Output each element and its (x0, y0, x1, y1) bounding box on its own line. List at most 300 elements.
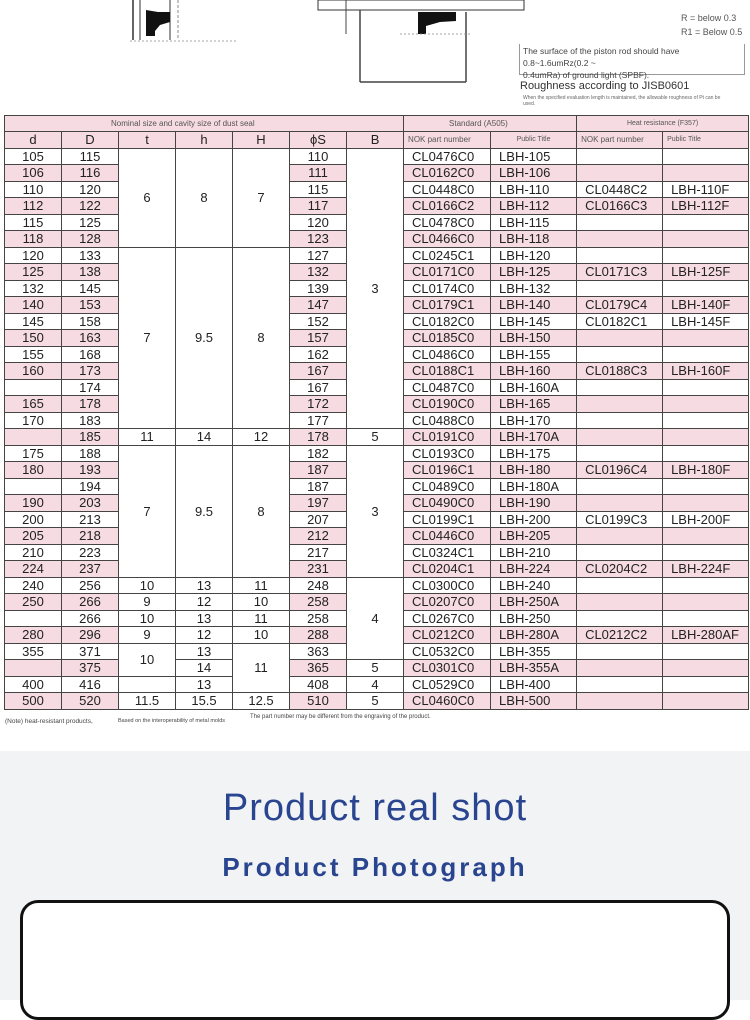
table-row (5, 693, 749, 710)
cell-std-title: LBH-105 (491, 148, 577, 165)
cell-D: 125 (62, 214, 119, 231)
cell-D: 128 (62, 231, 119, 248)
col-std-title: Public Title (491, 132, 577, 149)
cell-heat-title: LBH-224F (663, 561, 749, 578)
cell-heat-title (663, 610, 749, 627)
header-band-row (5, 116, 749, 132)
cell-std-nok: CL0196C1 (404, 462, 491, 479)
cell-heat-nok (577, 379, 663, 396)
cell-d: 205 (5, 528, 62, 545)
cell-S: 212 (290, 528, 347, 545)
cell-H: 7 (233, 148, 290, 247)
cell-std-nok: CL0448C0 (404, 181, 491, 198)
cell-heat-title: LBH-112F (663, 198, 749, 215)
cell-heat-nok (577, 214, 663, 231)
cell-D: 194 (62, 478, 119, 495)
cell-B: 5 (347, 693, 404, 710)
cell-heat-nok: CL0171C3 (577, 264, 663, 281)
cell-d: 112 (5, 198, 62, 215)
cell-D: 193 (62, 462, 119, 479)
cell-heat-nok (577, 412, 663, 429)
cell-t: 9 (119, 627, 176, 644)
cell-heat-nok (577, 280, 663, 297)
cell-heat-title (663, 330, 749, 347)
cell-S: 217 (290, 544, 347, 561)
cell-heat-nok: CL0448C2 (577, 181, 663, 198)
cell-heat-title: LBH-160F (663, 363, 749, 380)
cell-heat-nok: CL0166C3 (577, 198, 663, 215)
cell-std-nok: CL0486C0 (404, 346, 491, 363)
cell-heat-nok (577, 346, 663, 363)
cell-S: 408 (290, 676, 347, 693)
cell-d: 240 (5, 577, 62, 594)
cell-d: 118 (5, 231, 62, 248)
cell-std-title: LBH-280A (491, 627, 577, 644)
cell-heat-title (663, 693, 749, 710)
cell-heat-nok (577, 693, 663, 710)
cell-D: 173 (62, 363, 119, 380)
cell-D: 266 (62, 594, 119, 611)
cell-D: 185 (62, 429, 119, 446)
cell-heat-nok (577, 165, 663, 182)
cell-std-title: LBH-120 (491, 247, 577, 264)
cell-t: 10 (119, 610, 176, 627)
cell-std-title: LBH-224 (491, 561, 577, 578)
cell-D: 520 (62, 693, 119, 710)
dimension-table (4, 115, 749, 710)
cell-S: 178 (290, 429, 347, 446)
cell-heat-nok: CL0188C3 (577, 363, 663, 380)
cell-h: 12 (176, 594, 233, 611)
table-row (5, 577, 749, 594)
cell-d: 115 (5, 214, 62, 231)
cell-h: 13 (176, 676, 233, 693)
col-H: H (233, 132, 290, 149)
standard-header: Standard (A505) (404, 116, 577, 132)
cell-std-nok: CL0324C1 (404, 544, 491, 561)
cell-heat-title: LBH-280AF (663, 627, 749, 644)
cell-std-nok: CL0446C0 (404, 528, 491, 545)
footnote-part-number: The part number may be different from the engraving of the product. (250, 714, 431, 720)
cell-heat-title (663, 148, 749, 165)
cell-S: 139 (290, 280, 347, 297)
cell-heat-nok: CL0179C4 (577, 297, 663, 314)
cell-heat-title: LBH-125F (663, 264, 749, 281)
surface-spec-box (519, 44, 745, 80)
cell-std-title: LBH-170 (491, 412, 577, 429)
cell-std-nok: CL0488C0 (404, 412, 491, 429)
cell-d: 180 (5, 462, 62, 479)
cell-S: 120 (290, 214, 347, 231)
cell-d: 132 (5, 280, 62, 297)
cell-heat-title: LBH-110F (663, 181, 749, 198)
cell-heat-nok (577, 478, 663, 495)
cell-std-title: LBH-240 (491, 577, 577, 594)
cell-h: 9.5 (176, 445, 233, 577)
cell-std-nok: CL0190C0 (404, 396, 491, 413)
cell-B: 5 (347, 429, 404, 446)
cell-d: 224 (5, 561, 62, 578)
cell-d: 145 (5, 313, 62, 330)
cell-std-title: LBH-205 (491, 528, 577, 545)
col-heat-title: Public Title (663, 132, 749, 149)
product-photo-frame (20, 900, 730, 1020)
cell-B: 4 (347, 577, 404, 660)
cell-D: 122 (62, 198, 119, 215)
cell-heat-title (663, 478, 749, 495)
roughness-title: Roughness according to JISB0601 (520, 80, 690, 92)
cell-d (5, 478, 62, 495)
cell-t (119, 676, 176, 693)
cell-d: 280 (5, 627, 62, 644)
cell-h: 13 (176, 577, 233, 594)
cell-heat-title (663, 280, 749, 297)
cell-heat-title: LBH-200F (663, 511, 749, 528)
cell-t: 10 (119, 643, 176, 676)
cell-heat-nok: CL0212C2 (577, 627, 663, 644)
cell-heat-title: LBH-180F (663, 462, 749, 479)
cell-std-nok: CL0478C0 (404, 214, 491, 231)
product-photograph-heading: Product Photograph (222, 852, 528, 882)
cell-h: 13 (176, 610, 233, 627)
footnote-interoperability: Based on the interoperability of metal molds (118, 718, 226, 724)
cell-S: 111 (290, 165, 347, 182)
cell-d: 150 (5, 330, 62, 347)
cell-std-nok: CL0179C1 (404, 297, 491, 314)
cell-heat-nok (577, 594, 663, 611)
cell-heat-title (663, 643, 749, 660)
cell-S: 258 (290, 610, 347, 627)
cell-heat-nok (577, 247, 663, 264)
cell-std-title: LBH-210 (491, 544, 577, 561)
cell-S: 162 (290, 346, 347, 363)
cell-h: 14 (176, 660, 233, 677)
cell-std-nok: CL0182C0 (404, 313, 491, 330)
cell-std-nok: CL0489C0 (404, 478, 491, 495)
cell-d: 400 (5, 676, 62, 693)
table-row (5, 429, 749, 446)
cell-S: 288 (290, 627, 347, 644)
cell-D: 183 (62, 412, 119, 429)
cell-std-title: LBH-400 (491, 676, 577, 693)
cell-D: 145 (62, 280, 119, 297)
cell-d: 250 (5, 594, 62, 611)
spec-line-1: The surface of the piston rod should have 0.8~1.6umRz(0.2 ~ (523, 46, 680, 68)
cell-std-nok: CL0529C0 (404, 676, 491, 693)
cell-S: 117 (290, 198, 347, 215)
cell-d: 170 (5, 412, 62, 429)
cell-std-title: LBH-250A (491, 594, 577, 611)
cell-heat-nok (577, 495, 663, 512)
cell-S: 172 (290, 396, 347, 413)
cell-std-title: LBH-112 (491, 198, 577, 215)
cell-std-nok: CL0301C0 (404, 660, 491, 677)
cell-std-title: LBH-110 (491, 181, 577, 198)
cell-std-nok: CL0185C0 (404, 330, 491, 347)
cell-S: 187 (290, 462, 347, 479)
cell-std-title: LBH-140 (491, 297, 577, 314)
cell-heat-title (663, 429, 749, 446)
r1-note: R1 = Below 0.5 (681, 27, 743, 37)
cell-std-title: LBH-355A (491, 660, 577, 677)
cell-heat-nok (577, 396, 663, 413)
cell-S: 157 (290, 330, 347, 347)
cell-std-nok: CL0204C1 (404, 561, 491, 578)
cell-t: 11 (119, 429, 176, 446)
cell-heat-nok (577, 577, 663, 594)
cell-heat-nok (577, 660, 663, 677)
cell-heat-title (663, 594, 749, 611)
cell-std-nok: CL0207C0 (404, 594, 491, 611)
cell-heat-nok (577, 528, 663, 545)
cell-D: 416 (62, 676, 119, 693)
cell-D: 138 (62, 264, 119, 281)
cell-heat-title (663, 231, 749, 248)
cell-d: 120 (5, 247, 62, 264)
cell-H: 10 (233, 594, 290, 611)
dimension-table-body (5, 148, 749, 709)
cell-D: 158 (62, 313, 119, 330)
cell-heat-title (663, 445, 749, 462)
cell-H: 8 (233, 445, 290, 577)
cell-S: 147 (290, 297, 347, 314)
cell-h: 12 (176, 627, 233, 644)
roughness-note: When the specified evaluation length is maintained, the allowable roughness of Pt can be used. (523, 95, 721, 107)
cell-S: 127 (290, 247, 347, 264)
cell-heat-nok: CL0196C4 (577, 462, 663, 479)
cell-d: 500 (5, 693, 62, 710)
col-h: h (176, 132, 233, 149)
cell-d (5, 429, 62, 446)
cell-std-title: LBH-190 (491, 495, 577, 512)
cell-std-nok: CL0171C0 (404, 264, 491, 281)
cell-D: 115 (62, 148, 119, 165)
cell-heat-title (663, 495, 749, 512)
cell-heat-nok (577, 330, 663, 347)
cell-heat-title (663, 214, 749, 231)
cell-S: 132 (290, 264, 347, 281)
cell-heat-nok: CL0182C1 (577, 313, 663, 330)
cell-std-nok: CL0162C0 (404, 165, 491, 182)
cell-D: 168 (62, 346, 119, 363)
cell-d: 200 (5, 511, 62, 528)
cell-std-nok: CL0267C0 (404, 610, 491, 627)
cell-d: 210 (5, 544, 62, 561)
cell-t: 9 (119, 594, 176, 611)
cell-S: 231 (290, 561, 347, 578)
cell-S: 363 (290, 643, 347, 660)
cell-heat-title (663, 660, 749, 677)
cell-D: 178 (62, 396, 119, 413)
cell-H: 12.5 (233, 693, 290, 710)
cell-D: 218 (62, 528, 119, 545)
cell-std-title: LBH-150 (491, 330, 577, 347)
cell-heat-nok (577, 643, 663, 660)
cell-std-title: LBH-180A (491, 478, 577, 495)
cell-heat-title (663, 528, 749, 545)
cell-std-title: LBH-145 (491, 313, 577, 330)
cell-heat-nok (577, 544, 663, 561)
cell-H: 11 (233, 643, 290, 693)
cell-S: 510 (290, 693, 347, 710)
cell-t: 11.5 (119, 693, 176, 710)
real-shot-heading: Product real shot (222, 787, 528, 829)
cell-std-title: LBH-115 (491, 214, 577, 231)
cell-S: 110 (290, 148, 347, 165)
cell-heat-title (663, 396, 749, 413)
footnote-heat-resistant: (Note) heat-resistant products, (5, 718, 93, 725)
cell-H: 8 (233, 247, 290, 429)
cell-heat-title: LBH-140F (663, 297, 749, 314)
cell-D: 213 (62, 511, 119, 528)
cell-S: 182 (290, 445, 347, 462)
table-row (5, 660, 749, 677)
cell-t: 10 (119, 577, 176, 594)
cell-std-nok: CL0532C0 (404, 643, 491, 660)
cell-heat-title (663, 544, 749, 561)
cell-heat-title (663, 165, 749, 182)
cell-H: 11 (233, 610, 290, 627)
cell-D: 223 (62, 544, 119, 561)
cell-std-nok: CL0193C0 (404, 445, 491, 462)
cell-t: 7 (119, 445, 176, 577)
cell-heat-nok: CL0199C3 (577, 511, 663, 528)
cell-heat-title: LBH-145F (663, 313, 749, 330)
cell-d: 106 (5, 165, 62, 182)
cell-t: 7 (119, 247, 176, 429)
cell-std-title: LBH-118 (491, 231, 577, 248)
cell-heat-nok (577, 676, 663, 693)
cell-d: 140 (5, 297, 62, 314)
col-heat-nok: NOK part number (577, 132, 663, 149)
cell-std-nok: CL0460C0 (404, 693, 491, 710)
cell-std-title: LBH-200 (491, 511, 577, 528)
cell-std-nok: CL0188C1 (404, 363, 491, 380)
cell-std-nok: CL0191C0 (404, 429, 491, 446)
cell-heat-nok (577, 610, 663, 627)
col-d: d (5, 132, 62, 149)
cell-D: 256 (62, 577, 119, 594)
cell-S: 167 (290, 363, 347, 380)
cell-d (5, 610, 62, 627)
col-S: ϕS (290, 132, 347, 149)
cell-S: 177 (290, 412, 347, 429)
cell-heat-title (663, 412, 749, 429)
table-row (5, 148, 749, 165)
cell-B: 3 (347, 445, 404, 577)
cell-D: 116 (62, 165, 119, 182)
cell-std-title: LBH-250 (491, 610, 577, 627)
cell-d (5, 379, 62, 396)
cell-d: 165 (5, 396, 62, 413)
cell-std-title: LBH-160A (491, 379, 577, 396)
cell-d: 125 (5, 264, 62, 281)
cell-d: 155 (5, 346, 62, 363)
cell-std-title: LBH-175 (491, 445, 577, 462)
cell-D: 237 (62, 561, 119, 578)
cell-S: 248 (290, 577, 347, 594)
col-t: t (119, 132, 176, 149)
cell-std-nok: CL0245C1 (404, 247, 491, 264)
cell-t: 6 (119, 148, 176, 247)
cell-std-title: LBH-170A (491, 429, 577, 446)
cell-H: 12 (233, 429, 290, 446)
cell-d (5, 660, 62, 677)
cell-D: 120 (62, 181, 119, 198)
cell-std-title: LBH-500 (491, 693, 577, 710)
cell-B: 5 (347, 660, 404, 677)
cell-std-nok: CL0166C2 (404, 198, 491, 215)
cell-h: 9.5 (176, 247, 233, 429)
cell-std-title: LBH-355 (491, 643, 577, 660)
cell-D: 174 (62, 379, 119, 396)
cell-h: 15.5 (176, 693, 233, 710)
cell-std-title: LBH-132 (491, 280, 577, 297)
dimension-table-wrap (4, 115, 746, 710)
cell-std-title: LBH-125 (491, 264, 577, 281)
cell-d: 355 (5, 643, 62, 660)
cell-d: 110 (5, 181, 62, 198)
cell-B: 4 (347, 676, 404, 693)
cell-std-nok: CL0300C0 (404, 577, 491, 594)
cell-heat-title (663, 676, 749, 693)
cell-h: 13 (176, 643, 233, 660)
cell-S: 187 (290, 478, 347, 495)
cell-std-nok: CL0487C0 (404, 379, 491, 396)
cell-std-title: LBH-165 (491, 396, 577, 413)
cell-std-nok: CL0490C0 (404, 495, 491, 512)
cell-d: 175 (5, 445, 62, 462)
cell-D: 133 (62, 247, 119, 264)
cell-std-title: LBH-155 (491, 346, 577, 363)
col-D: D (62, 132, 119, 149)
cell-d: 105 (5, 148, 62, 165)
cell-D: 163 (62, 330, 119, 347)
cell-std-nok: CL0174C0 (404, 280, 491, 297)
cell-heat-title (663, 379, 749, 396)
col-std-nok: NOK part number (404, 132, 491, 149)
cell-S: 258 (290, 594, 347, 611)
cell-D: 371 (62, 643, 119, 660)
cell-heat-title (663, 346, 749, 363)
column-header-row (5, 132, 749, 149)
heat-resistance-header: Heat resistance (F357) (577, 116, 749, 132)
cell-std-title: LBH-160 (491, 363, 577, 380)
nominal-size-header: Nominal size and cavity size of dust seal (5, 116, 404, 132)
cell-D: 375 (62, 660, 119, 677)
cell-S: 167 (290, 379, 347, 396)
cell-h: 8 (176, 148, 233, 247)
cell-std-nok: CL0466C0 (404, 231, 491, 248)
cell-D: 266 (62, 610, 119, 627)
table-row (5, 445, 749, 462)
cell-std-nok: CL0199C1 (404, 511, 491, 528)
cell-S: 152 (290, 313, 347, 330)
cell-S: 207 (290, 511, 347, 528)
cell-heat-nok: CL0204C2 (577, 561, 663, 578)
cell-H: 10 (233, 627, 290, 644)
cell-std-title: LBH-180 (491, 462, 577, 479)
cell-D: 188 (62, 445, 119, 462)
r-note: R = below 0.3 (681, 13, 737, 23)
table-footnotes (5, 716, 745, 730)
cell-S: 197 (290, 495, 347, 512)
cell-std-title: LBH-106 (491, 165, 577, 182)
cell-S: 365 (290, 660, 347, 677)
table-row (5, 676, 749, 693)
spec-line-2: 0.4umRa) of ground light (SPBF). (523, 70, 650, 80)
cell-S: 123 (290, 231, 347, 248)
